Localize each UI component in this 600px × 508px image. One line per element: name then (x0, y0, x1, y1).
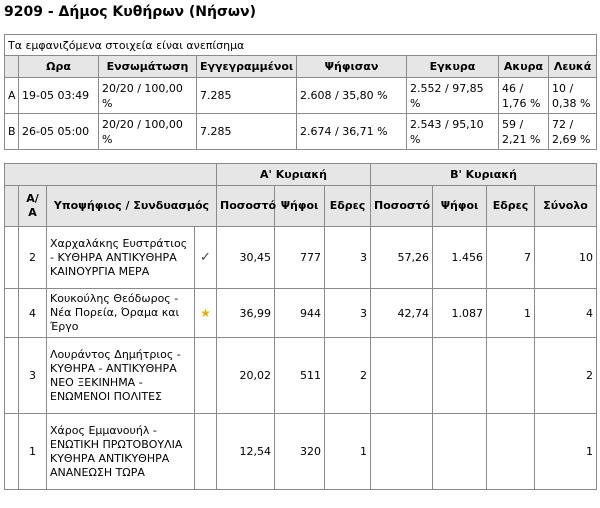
star-icon: ★ (200, 306, 211, 320)
candidate-cell: Κουκούλης Θεόδωρος - Νέα Πορεία, Όραμα και Έργο (47, 289, 195, 338)
percent-a-cell: 36,99 (217, 289, 275, 338)
time-cell: 19-05 03:49 (19, 78, 99, 114)
header-aa: Α/Α (19, 186, 47, 227)
summary-note-row (5, 35, 597, 56)
votes-a-cell: 320 (275, 414, 325, 490)
integration-cell: 20/20 / 100,00 % (99, 78, 197, 114)
header-percent-b: Ποσοστό (371, 186, 433, 227)
header-percent-a: Ποσοστό (217, 186, 275, 227)
blank-cell (5, 227, 19, 289)
round-label: A (5, 78, 19, 114)
percent-b-cell: 57,26 (371, 227, 433, 289)
total-cell: 4 (535, 289, 597, 338)
invalid-cell: 46 / 1,76 % (499, 78, 549, 114)
votes-b-cell (433, 338, 487, 414)
header-votes-b: Ψήφοι (433, 186, 487, 227)
blank-cell (5, 289, 19, 338)
aa-cell: 4 (19, 289, 47, 338)
invalid-cell: 59 / 2,21 % (499, 114, 549, 150)
results-round-header-row (5, 164, 597, 186)
percent-b-cell (371, 414, 433, 490)
total-cell: 1 (535, 414, 597, 490)
round-a-header: Α' Κυριακή (217, 164, 371, 186)
percent-b-cell (371, 338, 433, 414)
valid-cell: 2.543 / 95,10 % (407, 114, 499, 150)
seats-a-cell: 3 (325, 289, 371, 338)
round-label: B (5, 114, 19, 150)
results-table (4, 163, 597, 490)
round-b-header: Β' Κυριακή (371, 164, 597, 186)
summary-row-b (5, 114, 597, 150)
registered-cell: 7.285 (197, 78, 297, 114)
header-valid: Εγκυρα (407, 56, 499, 78)
table-row (5, 414, 597, 490)
table-row (5, 227, 597, 289)
percent-a-cell: 30,45 (217, 227, 275, 289)
seats-a-cell: 3 (325, 227, 371, 289)
mark-cell (195, 414, 217, 490)
registered-cell: 7.285 (197, 114, 297, 150)
votes-b-cell: 1.456 (433, 227, 487, 289)
summary-header-row (5, 56, 597, 78)
header-voted: Ψήφισαν (297, 56, 407, 78)
percent-b-cell: 42,74 (371, 289, 433, 338)
page-title: 9209 - Δήμος Κυθήρων (Νήσων) (4, 4, 256, 20)
header-blank-narrow (5, 186, 19, 227)
header-registered: Εγγεγραμμένοι (197, 56, 297, 78)
header-seats-a: Εδρες (325, 186, 371, 227)
header-votes-a: Ψήφοι (275, 186, 325, 227)
voted-cell: 2.674 / 36,71 % (297, 114, 407, 150)
unofficial-note: Τα εμφανιζόμενα στοιχεία είναι ανεπίσημα (5, 35, 597, 56)
mark-cell (195, 338, 217, 414)
percent-a-cell: 12,54 (217, 414, 275, 490)
integration-cell: 20/20 / 100,00 % (99, 114, 197, 150)
results-header-row (5, 186, 597, 227)
summary-header-blank (5, 56, 19, 78)
valid-cell: 2.552 / 97,85 % (407, 78, 499, 114)
seats-a-cell: 1 (325, 414, 371, 490)
summary-row-a (5, 78, 597, 114)
seats-b-cell: 1 (487, 289, 535, 338)
time-cell: 26-05 05:00 (19, 114, 99, 150)
seats-a-cell: 2 (325, 338, 371, 414)
header-candidate: Υποψήφιος / Συνδυασμός (47, 186, 217, 227)
header-total: Σύνολο (535, 186, 597, 227)
total-cell: 10 (535, 227, 597, 289)
percent-a-cell: 20,02 (217, 338, 275, 414)
header-integration: Ενσωμάτωση (99, 56, 197, 78)
blank-cell (5, 338, 19, 414)
blank-cell: 10 / 0,38 % (549, 78, 597, 114)
candidate-cell: Χαρχαλάκης Ευστράτιος - ΚΥΘΗΡΑ ΑΝΤΙΚΥΘΗΡΑ ΚΑΙΝΟΥΡΓΙΑ ΜΕΡΑ (47, 227, 195, 289)
seats-b-cell: 7 (487, 227, 535, 289)
seats-b-cell (487, 338, 535, 414)
votes-b-cell: 1.087 (433, 289, 487, 338)
blank-cell: 72 / 2,69 % (549, 114, 597, 150)
total-cell: 2 (535, 338, 597, 414)
voted-cell: 2.608 / 35,80 % (297, 78, 407, 114)
candidate-cell: Λουράντος Δημήτριος - ΚΥΘΗΡΑ - ΑΝΤΙΚΥΘΗΡΑ ΝΕΟ ΞΕΚΙΝΗΜΑ - ΕΝΩΜΕΝΟΙ ΠΟΛΙΤΕΣ (47, 338, 195, 414)
header-invalid: Ακυρα (499, 56, 549, 78)
check-icon: ✓ (200, 250, 211, 265)
table-row (5, 289, 597, 338)
votes-b-cell (433, 414, 487, 490)
header-blank: Λευκά (549, 56, 597, 78)
table-row (5, 338, 597, 414)
header-time: Ωρα (19, 56, 99, 78)
seats-b-cell (487, 414, 535, 490)
header-seats-b: Εδρες (487, 186, 535, 227)
aa-cell: 3 (19, 338, 47, 414)
aa-cell: 1 (19, 414, 47, 490)
votes-a-cell: 511 (275, 338, 325, 414)
votes-a-cell: 777 (275, 227, 325, 289)
candidate-cell: Χάρος Εμμανουήλ - ΕΝΩΤΙΚΗ ΠΡΩΤΟΒΟΥΛΙΑ ΚΥΘΗΡΑ ΑΝΤΙΚΥΘΗΡΑ ΑΝΑΝΕΩΣΗ ΤΩΡΑ (47, 414, 195, 490)
blank-cell (5, 414, 19, 490)
votes-a-cell: 944 (275, 289, 325, 338)
aa-cell: 2 (19, 227, 47, 289)
summary-table (4, 34, 597, 150)
round-header-blank (5, 164, 217, 186)
